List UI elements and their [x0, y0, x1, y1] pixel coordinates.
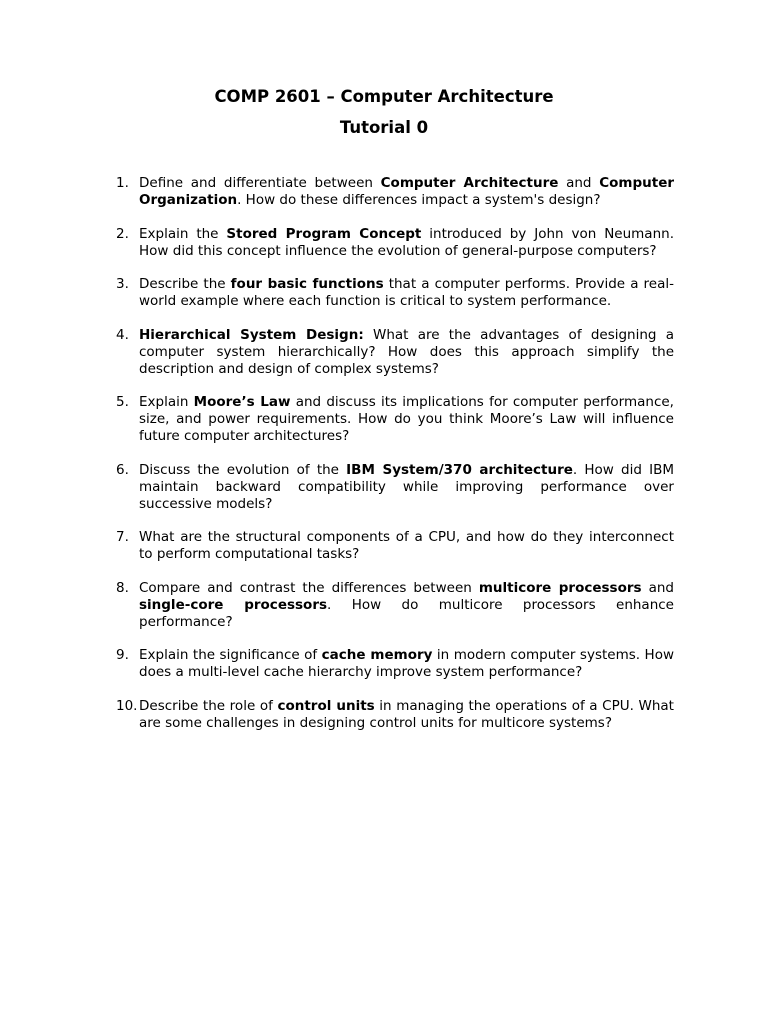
question-text [139, 175, 674, 209]
question-text-segment: . How do these differences impact a system's design? [237, 192, 601, 208]
question-text-segment: Define and differentiate between [139, 175, 381, 191]
question-key-term: Computer Organization [139, 175, 675, 208]
question-text-segment: introduced by John von Neumann. How did this concept influence the evolution of general-purpose computers? [139, 225, 674, 259]
question-text-segment: Explain the significance of [139, 647, 322, 663]
question-number: 4. [116, 326, 129, 343]
question-text-segment: and [641, 579, 674, 596]
document-subtitle: Tutorial 0 [339, 118, 429, 137]
question-item [0, 580, 768, 631]
question-item [0, 226, 768, 260]
question-key-term: Moore’s Law [193, 394, 291, 410]
question-item [0, 462, 768, 513]
question-text-segment: . How do multicore processors enhance performance? [139, 596, 674, 630]
question-text-segment: in managing the operations of a CPU. What are some challenges in designing control units for multicore systems? [139, 697, 674, 731]
question-item [0, 529, 768, 563]
question-item [0, 647, 768, 681]
question-text-segment: Explain [139, 394, 194, 410]
question-item [0, 327, 768, 378]
question-text [139, 394, 674, 445]
document-title: COMP 2601 – Computer Architecture [214, 87, 554, 106]
question-item [0, 276, 768, 310]
question-text-segment: Describe the [139, 276, 231, 292]
question-text-segment: in modern computer systems. How does a multi-level cache hierarchy improve system performance? [139, 647, 674, 680]
question-item [0, 175, 768, 209]
question-text-segment: Compare and contrast the differences between [139, 579, 479, 596]
question-key-term: multicore processors [478, 579, 642, 596]
question-text-segment: Describe the role of [139, 697, 278, 714]
question-key-term: control units [277, 697, 375, 714]
question-text [139, 462, 674, 513]
question-number: 1. [116, 175, 129, 191]
question-number: 10. [116, 697, 138, 714]
question-text [139, 327, 674, 378]
question-text [139, 276, 674, 310]
question-item [0, 394, 768, 445]
question-text-segment: and discuss its implications for computer performance, size, and power requirements. How do you think Moore’s Law will influence future computer architectures? [139, 394, 674, 444]
question-key-term: Computer Architecture [380, 175, 559, 191]
question-text [139, 529, 674, 563]
question-number: 2. [116, 225, 129, 242]
question-key-term: single-core processors [139, 596, 328, 613]
question-text-segment: What are the advantages of designing a computer system hierarchically? How does this approach simplify the description and design of complex systems? [139, 326, 674, 377]
question-list [0, 175, 768, 748]
question-text-segment: Explain the [139, 225, 227, 242]
question-text-segment: What are the structural components of a CPU, and how do they interconnect to perform computational tasks? [139, 529, 674, 562]
question-number: 8. [116, 579, 129, 596]
question-key-term: IBM System/370 architecture [346, 461, 573, 478]
question-text-segment: . How did IBM maintain backward compatibility while improving performance over successive models? [139, 461, 674, 512]
question-number: 6. [116, 461, 129, 478]
question-number: 7. [116, 529, 129, 545]
question-key-term: cache memory [321, 647, 433, 663]
question-key-term: Hierarchical System Design: [139, 326, 364, 343]
question-number: 3. [116, 276, 129, 292]
question-number: 9. [116, 647, 129, 663]
question-number: 5. [116, 394, 129, 410]
question-text-segment: that a computer performs. Provide a real-world example where each function is critical to system performance. [139, 276, 675, 309]
question-text [139, 226, 674, 260]
question-text [139, 580, 674, 631]
question-key-term: four basic functions [230, 276, 384, 292]
question-text-segment: Discuss the evolution of the [139, 461, 347, 478]
question-text [139, 698, 674, 732]
question-text [139, 647, 674, 681]
question-item [0, 698, 768, 732]
question-key-term: Stored Program Concept [226, 225, 422, 242]
question-text-segment: and [558, 175, 600, 191]
